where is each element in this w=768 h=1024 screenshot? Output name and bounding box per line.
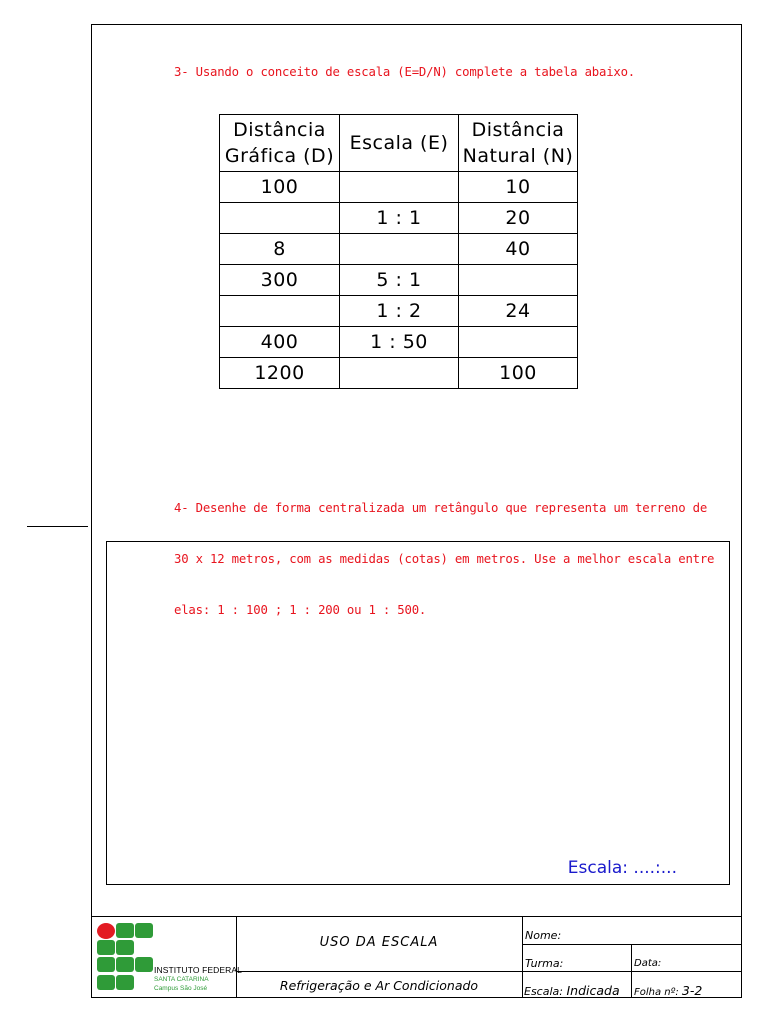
cell-grafica: 100 (220, 172, 340, 203)
cell-grafica (220, 296, 340, 327)
data-field[interactable]: Data: (634, 958, 662, 969)
cell-grafica: 300 (220, 265, 340, 296)
cell-grafica: 1200 (220, 358, 340, 389)
header-natural: Distância Natural (N) (459, 115, 578, 172)
header-escala: Escala (E) (340, 115, 459, 172)
question-4-line: elas: 1 : 100 ; 1 : 200 ou 1 : 500. (174, 603, 427, 617)
table-row (220, 327, 578, 358)
cell-escala: 1 : 2 (340, 296, 459, 327)
table-row (220, 296, 578, 327)
cell-escala: 1 : 50 (340, 327, 459, 358)
table-row (220, 203, 578, 234)
logo-green-square (116, 923, 134, 938)
escala-field (524, 983, 620, 998)
folha-value: 3-2 (681, 983, 703, 998)
cell-natural: 40 (459, 234, 578, 265)
cell-natural: 24 (459, 296, 578, 327)
title-block-divider (522, 916, 523, 998)
logo-red-circle (97, 923, 115, 939)
question-3-text: 3- Usando o conceito de escala (E=D/N) complete a tabela abaixo. (174, 65, 636, 79)
logo-green-square (135, 923, 153, 938)
cell-natural: 10 (459, 172, 578, 203)
table-header-row (220, 115, 578, 172)
folha-field (634, 983, 702, 998)
cell-natural: 100 (459, 358, 578, 389)
logo-green-square (135, 957, 153, 972)
logo-green-square (97, 957, 115, 972)
turma-field[interactable]: Turma: (525, 957, 564, 970)
logo-green-square (116, 940, 134, 955)
cell-escala: 1 : 1 (340, 203, 459, 234)
cell-grafica: 400 (220, 327, 340, 358)
title-block-border (91, 916, 742, 917)
logo-campus: Campus São José (154, 985, 208, 992)
logo-institution-name: INSTITUTO FEDERAL (154, 965, 242, 975)
fold-mark (27, 526, 88, 527)
cell-escala (340, 172, 459, 203)
logo-green-square (97, 940, 115, 955)
cell-grafica (220, 203, 340, 234)
logo-green-square (116, 957, 134, 972)
logo-green-square (116, 975, 134, 990)
logo-green-square (97, 975, 115, 990)
scale-table (219, 114, 578, 389)
cell-escala (340, 358, 459, 389)
table-row (220, 234, 578, 265)
title-block-divider (522, 944, 742, 945)
course-name: Refrigeração e Ar Condicionado (279, 978, 479, 993)
question-4-line: 4- Desenhe de forma centralizada um retângulo que representa um terreno de (174, 501, 708, 515)
cell-natural (459, 265, 578, 296)
table-row (220, 172, 578, 203)
cell-grafica: 8 (220, 234, 340, 265)
escala-label: Escala: (524, 985, 563, 998)
title-block-divider (236, 971, 522, 972)
table-row (220, 358, 578, 389)
cell-natural: 20 (459, 203, 578, 234)
cell-natural (459, 327, 578, 358)
sheet-title: USO DA ESCALA (319, 935, 439, 950)
nome-field[interactable]: Nome: (525, 929, 562, 942)
table-row (220, 265, 578, 296)
cell-escala (340, 234, 459, 265)
drawing-scale-label: Escala: ....:... (567, 858, 677, 878)
drawing-area[interactable] (106, 541, 730, 885)
folha-label: Folha nº: (634, 987, 679, 998)
question-4-line: 30 x 12 metros, com as medidas (cotas) em metros. Use a melhor escala entre (174, 552, 715, 566)
cell-escala: 5 : 1 (340, 265, 459, 296)
header-grafica: Distância Gráfica (D) (220, 115, 340, 172)
title-block-divider (522, 971, 742, 972)
escala-value: Indicada (566, 983, 620, 998)
logo-state: SANTA CATARINA (154, 976, 209, 983)
